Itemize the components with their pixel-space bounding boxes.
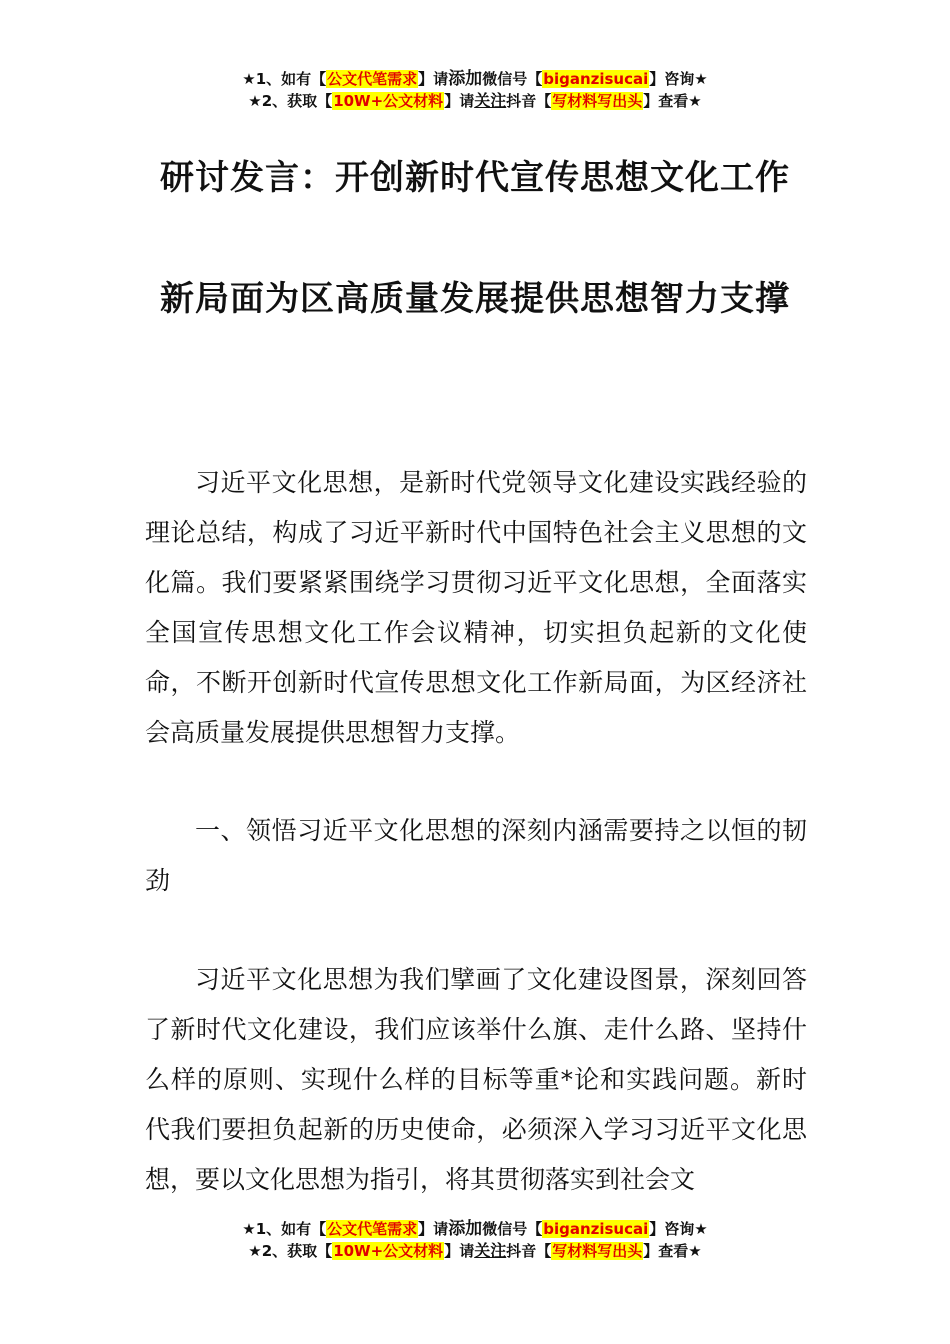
promo-text: ★2、获取【: [248, 92, 333, 110]
body-paragraph-2: [145, 955, 807, 1205]
promo-text: 】咨询★: [649, 70, 708, 88]
highlight-materials: 10W+公文材料: [333, 1242, 444, 1260]
promo-emphasis: 关注: [474, 1241, 507, 1260]
promo-text: 】请: [418, 70, 449, 88]
promo-text: 】查看★: [643, 92, 702, 110]
promo-text: 抖音【: [506, 1242, 552, 1260]
promo-text: 】咨询★: [649, 1220, 708, 1238]
promo-banner-top: [0, 68, 950, 112]
promo-text: ★1、如有【: [242, 70, 327, 88]
highlight-douyin-account: 写材料写出头: [552, 1242, 643, 1260]
promo-line-1: [0, 68, 950, 90]
promo-text: ★2、获取【: [248, 1242, 333, 1260]
heading-text: 一、领悟习近平文化思想的深刻内涵需要持之以恒的韧劲: [145, 816, 807, 895]
paragraph-text: 习近平文化思想，是新时代党领导文化建设实践经验的理论总结，构成了习近平新时代中国特色社会主义思想的文化篇。我们要紧紧围绕学习贯彻习近平文化思想，全面落实全国宣传思想文化工作会议精神，切实担负起新的文化使命，不断开创新时代宣传思想文化工作新局面，为区经济社会高质量发展提供思想智力支撑。: [145, 468, 807, 747]
promo-text: 】请: [418, 1220, 449, 1238]
highlight-wechat-id: biganzisucai: [543, 70, 649, 88]
promo-line-2: [0, 90, 950, 112]
promo-text: ★1、如有【: [242, 1220, 327, 1238]
highlight-materials: 10W+公文材料: [333, 92, 444, 110]
promo-text: 微信号【: [482, 1220, 543, 1238]
promo-text: 】请: [444, 1242, 475, 1260]
promo-text: 微信号【: [482, 70, 543, 88]
highlight-service: 公文代笔需求: [327, 1220, 418, 1238]
promo-line-2: [0, 1240, 950, 1262]
promo-emphasis: 关注: [474, 91, 507, 110]
highlight-douyin-account: 写材料写出头: [552, 92, 643, 110]
promo-text: 】查看★: [643, 1242, 702, 1260]
promo-banner-bottom: [0, 1218, 950, 1262]
highlight-service: 公文代笔需求: [327, 70, 418, 88]
promo-emphasis: 添加: [448, 69, 483, 89]
promo-text: 】请: [444, 92, 475, 110]
paragraph-text: 习近平文化思想为我们擘画了文化建设图景，深刻回答了新时代文化建设，我们应该举什么旗、走什么路、坚持什么样的原则、实现什么样的目标等重*论和实践问题。新时代我们要担负起新的历史使命，必须深入学习习近平文化思想，要以文化思想为指引，将其贯彻落实到社会文: [145, 965, 807, 1194]
section-heading-1: [145, 806, 807, 906]
promo-text: 抖音【: [506, 92, 552, 110]
promo-emphasis: 添加: [448, 1219, 483, 1239]
document-title-line-1: 研讨发言：开创新时代宣传思想文化工作: [160, 158, 790, 198]
body-paragraph-1: [145, 458, 807, 758]
document-title-line-2: 新局面为区高质量发展提供思想智力支撑: [160, 279, 790, 319]
highlight-wechat-id: biganzisucai: [543, 1220, 649, 1238]
promo-line-1: [0, 1218, 950, 1240]
